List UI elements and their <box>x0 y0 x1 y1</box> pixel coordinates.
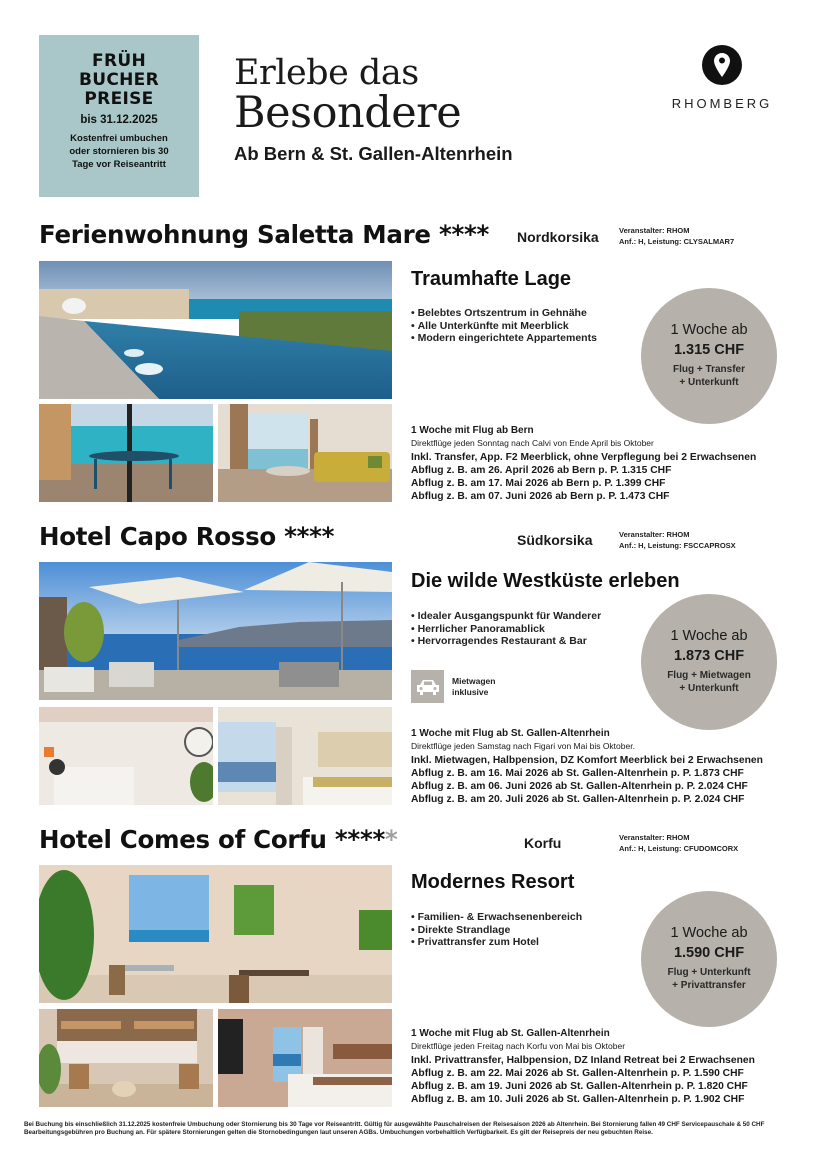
highlight-item: • Idealer Ausgangspunkt für Wanderer <box>411 610 601 623</box>
price-badge <box>641 891 777 1027</box>
offer-region: Südkorsika <box>517 532 593 548</box>
photo-terrace-dining <box>39 404 213 502</box>
offer-title <box>39 220 489 249</box>
price-includes-line: Flug + Unterkunft <box>667 967 751 978</box>
offer-region: Korfu <box>524 835 562 851</box>
price-label: 1 Woche ab <box>670 628 748 644</box>
price-value: 1.590 CHF <box>673 945 745 961</box>
details-heading: 1 Woche mit Flug ab Bern <box>411 425 534 436</box>
inclusions: Inkl. Privattransfer, Halbpension, DZ Inland Retreat bei 2 Erwachsenen <box>411 1055 755 1066</box>
flight-schedule: Direktflüge jeden Freitag nach Korfu von Mai bis Oktober <box>411 1041 626 1051</box>
details-heading: 1 Woche mit Flug ab St. Gallen-Altenrhein <box>411 1028 610 1039</box>
promo-note-line: oder stornieren bis 30 <box>69 146 169 157</box>
price-value: 1.315 CHF <box>673 342 745 358</box>
map-pin-icon <box>702 45 742 85</box>
offer-region: Nordkorsika <box>517 229 599 245</box>
price-includes <box>641 967 777 992</box>
offer-name: Hotel Comes of Corfu <box>39 825 327 854</box>
offer-title <box>39 522 334 551</box>
offer-subhead: Modernes Resort <box>411 871 575 893</box>
price-includes-line: Flug + Transfer <box>673 364 745 375</box>
price-label: 1 Woche ab <box>670 925 748 941</box>
offer-details <box>411 1028 801 1106</box>
offer-highlights <box>411 307 597 345</box>
photo-bedroom <box>218 707 392 805</box>
price-includes-line: + Privattransfer <box>672 979 746 991</box>
highlight-item: • Modern eingerichtete Appartements <box>411 332 597 345</box>
car-icon <box>411 670 444 703</box>
star-rating: **** <box>334 825 385 854</box>
organizer: Veranstalter: RHOM <box>619 226 690 235</box>
offer-meta <box>619 529 736 551</box>
departure-price: Abflug z. B. am 07. Juni 2026 ab Bern p. P. 1.473 CHF <box>411 491 670 502</box>
early-booking-date: bis 31.12.2025 <box>80 114 158 126</box>
photo-panorama-terrace <box>39 562 392 700</box>
price-badge <box>641 288 777 424</box>
photo-reception <box>39 707 213 805</box>
feature-label-line: Mietwagen <box>452 675 496 686</box>
inclusions: Inkl. Transfer, App. F2 Meerblick, ohne Verpflegung bei 2 Erwachsenen <box>411 452 757 463</box>
organizer: Veranstalter: RHOM <box>619 833 690 842</box>
superior-star: * <box>384 825 398 854</box>
early-booking-note <box>39 132 199 171</box>
offer-name: Ferienwohnung Saletta Mare <box>39 220 431 249</box>
highlight-item: • Privattransfer zum Hotel <box>411 936 582 949</box>
headline-line-2: Besondere <box>234 88 462 138</box>
departure-price: Abflug z. B. am 10. Juli 2026 ab St. Gallen-Altenrhein p. P. 1.902 CHF <box>411 1094 745 1105</box>
promo-title-line: FRÜH <box>92 51 146 71</box>
price-includes-line: + Unterkunft <box>679 682 739 694</box>
price-includes-line: Flug + Mietwagen <box>667 670 751 681</box>
service-code: Anf.: H, Leistung: CLYSALMAR7 <box>619 237 735 246</box>
price-includes <box>641 364 777 389</box>
departure-price: Abflug z. B. am 19. Juni 2026 ab St. Gallen-Altenrhein p. P. 1.820 CHF <box>411 1081 748 1092</box>
star-rating: **** <box>284 522 335 551</box>
highlight-item: • Belebtes Ortszentrum in Gehnähe <box>411 307 597 320</box>
inclusions: Inkl. Mietwagen, Halbpension, DZ Komfort Meerblick bei 2 Erwachsenen <box>411 755 763 766</box>
service-code: Anf.: H, Leistung: FSCCAPROSX <box>619 541 736 550</box>
offer-highlights <box>411 911 582 949</box>
highlight-item: • Direkte Strandlage <box>411 924 582 937</box>
photo-infinity-pool <box>39 261 392 399</box>
price-badge <box>641 594 777 730</box>
rental-car-included <box>411 670 495 703</box>
details-heading: 1 Woche mit Flug ab St. Gallen-Altenrhein <box>411 728 610 739</box>
flight-schedule: Direktflüge jeden Sonntag nach Calvi von Ende April bis Oktober <box>411 438 654 448</box>
price-includes-line: + Unterkunft <box>679 376 739 388</box>
departure-price: Abflug z. B. am 26. April 2026 ab Bern p. P. 1.315 CHF <box>411 465 672 476</box>
service-code: Anf.: H, Leistung: CFUDOMCORX <box>619 844 739 853</box>
feature-label-line: inklusive <box>452 686 489 697</box>
offer-details <box>411 425 801 503</box>
highlight-item: • Alle Unterkünfte mit Meerblick <box>411 320 597 333</box>
departure-price: Abflug z. B. am 16. Mai 2026 ab St. Gallen-Altenrhein p. P. 1.873 CHF <box>411 768 744 779</box>
departure-price: Abflug z. B. am 17. Mai 2026 ab Bern p. P. 1.399 CHF <box>411 478 666 489</box>
offer-meta <box>619 225 734 247</box>
brand-name: RHOMBERG <box>671 96 773 111</box>
offer-subhead: Traumhafte Lage <box>411 268 572 290</box>
feature-label <box>452 676 495 698</box>
brand-logo <box>662 45 782 111</box>
early-booking-badge <box>39 35 199 197</box>
price-includes <box>641 670 777 695</box>
organizer: Veranstalter: RHOM <box>619 530 690 539</box>
promo-note-line: Kostenfrei umbuchen <box>70 133 168 144</box>
promo-title-line: PREISE <box>84 89 154 109</box>
highlight-item: • Herrlicher Panoramablick <box>411 623 601 636</box>
headline-line-1: Erlebe das <box>234 53 419 93</box>
promo-title-line: BUCHER <box>79 70 159 90</box>
legal-footer: Bei Buchung bis einschließlich 31.12.2025 kostenfreie Umbuchung oder Stornierung bis 30 Tage vor Reiseantritt. Gültig für ausgewählte Pauschalreisen der Reisesaison 2026 ab Altenrhein. Bei Stornierung fallen 49 CHF Servicepauschale & 50 CHF Bearbeitungsgebühren pro Buchung an. Für spätere Stornierungen gelten die Stornobedingungen laut unseren AGBs. Umbuchungen vorbehaltlich Verfügbarkeit. Es gilt der Reisepreis der neu gebuchten Reise. <box>24 1121 765 1136</box>
offer-details <box>411 728 801 806</box>
headline-subline: Ab Bern & St. Gallen-Altenrhein <box>234 143 513 164</box>
offer-name: Hotel Capo Rosso <box>39 522 276 551</box>
photo-bar-lounge <box>39 1009 213 1107</box>
page-headline <box>234 55 513 165</box>
offer-meta <box>619 832 738 854</box>
flight-schedule: Direktflüge jeden Samstag nach Figari von Mai bis Oktober. <box>411 741 635 751</box>
photo-bedroom <box>218 1009 392 1107</box>
departure-price: Abflug z. B. am 20. Juli 2026 ab St. Gallen-Altenrhein p. P. 2.024 CHF <box>411 794 745 805</box>
offer-highlights <box>411 610 601 648</box>
departure-price: Abflug z. B. am 22. Mai 2026 ab St. Gallen-Altenrhein p. P. 1.590 CHF <box>411 1068 744 1079</box>
highlight-item: • Familien- & Erwachsenenbereich <box>411 911 582 924</box>
star-rating: **** <box>438 220 489 249</box>
photo-living-room <box>218 404 392 502</box>
departure-price: Abflug z. B. am 06. Juni 2026 ab St. Gallen-Altenrhein p. P. 2.024 CHF <box>411 781 748 792</box>
price-label: 1 Woche ab <box>670 322 748 338</box>
offer-subhead: Die wilde Westküste erleben <box>411 570 680 592</box>
highlight-item: • Hervorragendes Restaurant & Bar <box>411 635 601 648</box>
price-value: 1.873 CHF <box>673 648 745 664</box>
offer-title <box>39 825 398 854</box>
photo-arched-restaurant <box>39 865 392 1003</box>
promo-note-line: Tage vor Reiseantritt <box>72 159 166 170</box>
early-booking-title <box>39 52 199 109</box>
